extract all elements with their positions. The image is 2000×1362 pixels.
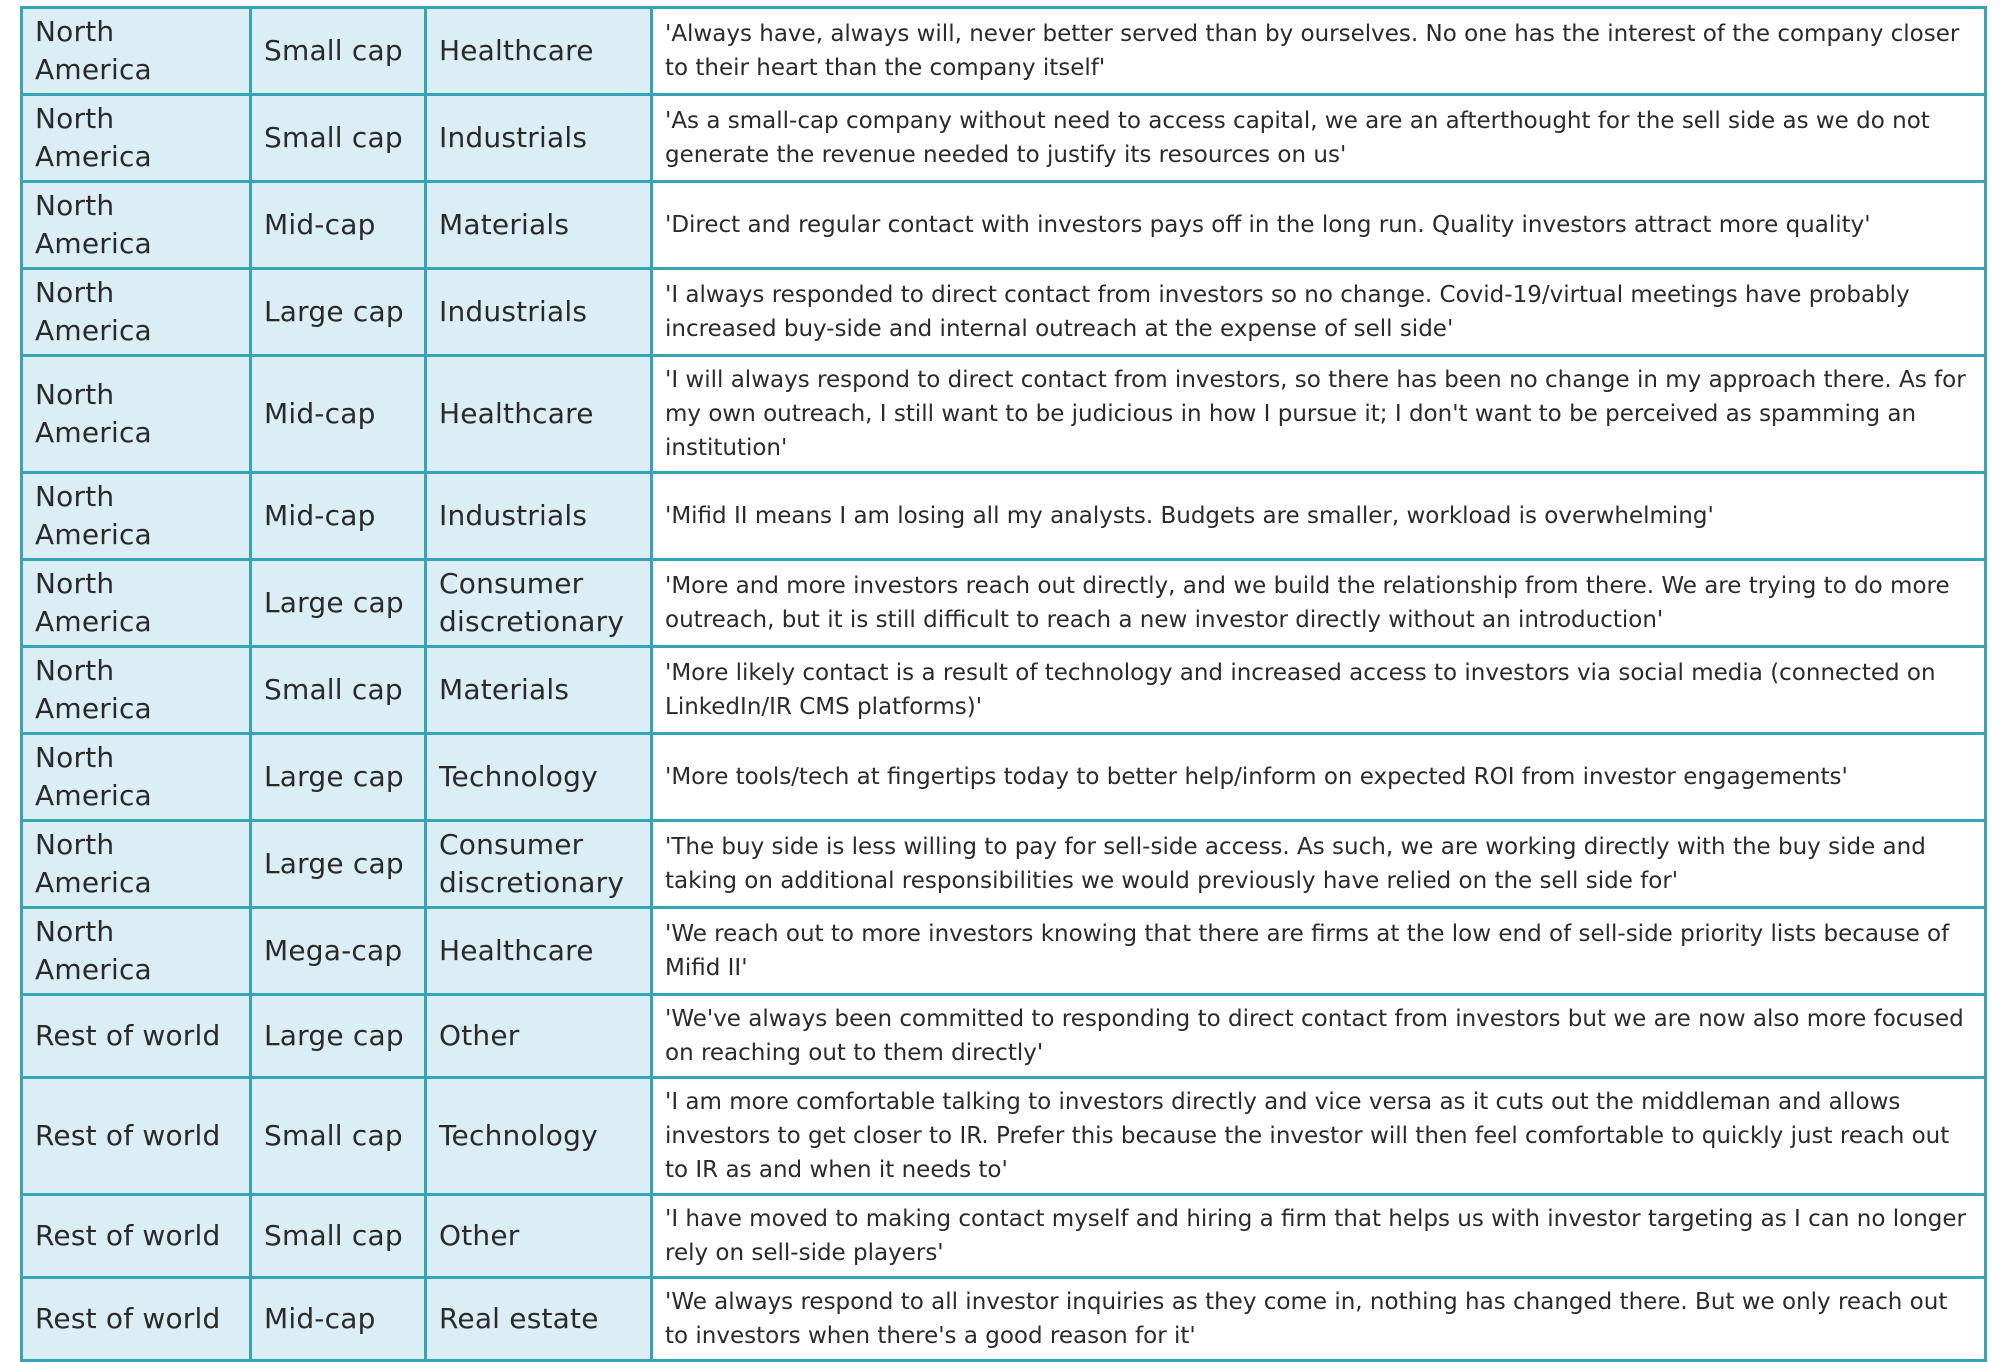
quote-cell: 'More and more investors reach out directly, and we build the relationship from there. We are trying to do more outreach, but it is still difficult to reach a new investor directly without an introduction' <box>652 560 1986 647</box>
company-size-cell: Small cap <box>251 647 426 734</box>
quote-cell: 'Direct and regular contact with investors pays off in the long run. Quality investors attract more quality' <box>652 182 1986 269</box>
region-cell: North America <box>22 734 251 821</box>
table-row <box>22 560 1986 647</box>
region-cell: North America <box>22 560 251 647</box>
region-cell: North America <box>22 473 251 560</box>
table-row <box>22 647 1986 734</box>
company-size-cell: Mid-cap <box>251 182 426 269</box>
quote-cell: 'I always responded to direct contact from investors so no change. Covid-19/virtual meetings have probably increased buy-side and internal outreach at the expense of sell side' <box>652 269 1986 356</box>
region-cell: North America <box>22 356 251 473</box>
sector-cell: Real estate <box>426 1278 652 1361</box>
company-size-cell: Small cap <box>251 95 426 182</box>
table-row <box>22 473 1986 560</box>
sector-cell: Industrials <box>426 95 652 182</box>
region-cell: North America <box>22 269 251 356</box>
company-size-cell: Small cap <box>251 1078 426 1195</box>
sector-cell: Industrials <box>426 269 652 356</box>
sector-cell: Other <box>426 995 652 1078</box>
quote-cell: 'I am more comfortable talking to investors directly and vice versa as it cuts out the middleman and allows investors to get closer to IR. Prefer this because the investor will then feel comfortable to quickly just reach out to IR as and when it needs to' <box>652 1078 1986 1195</box>
quote-cell: 'I will always respond to direct contact from investors, so there has been no change in my approach there. As for my own outreach, I still want to be judicious in how I pursue it; I don't want to be perceived as spamming an institution' <box>652 356 1986 473</box>
region-cell: North America <box>22 647 251 734</box>
quote-cell: 'We always respond to all investor inquiries as they come in, nothing has changed there. But we only reach out to investors when there's a good reason for it' <box>652 1278 1986 1361</box>
company-size-cell: Large cap <box>251 995 426 1078</box>
quotes-table-body <box>22 8 1986 1361</box>
table-row <box>22 182 1986 269</box>
quote-cell: 'We reach out to more investors knowing that there are firms at the low end of sell-side priority lists because of Mifid II' <box>652 908 1986 995</box>
region-cell: Rest of world <box>22 1195 251 1278</box>
table-row <box>22 1078 1986 1195</box>
table-row <box>22 1278 1986 1361</box>
quotes-table <box>20 6 1987 1362</box>
region-cell: North America <box>22 182 251 269</box>
table-row <box>22 8 1986 95</box>
table-row <box>22 356 1986 473</box>
company-size-cell: Mid-cap <box>251 1278 426 1361</box>
company-size-cell: Large cap <box>251 560 426 647</box>
quote-cell: 'The buy side is less willing to pay for sell-side access. As such, we are working directly with the buy side and taking on additional responsibilities we would previously have relied on the sell side for' <box>652 821 1986 908</box>
table-row <box>22 995 1986 1078</box>
region-cell: Rest of world <box>22 1278 251 1361</box>
table-row <box>22 95 1986 182</box>
region-cell: Rest of world <box>22 995 251 1078</box>
table-row <box>22 821 1986 908</box>
quote-cell: 'I have moved to making contact myself and hiring a firm that helps us with investor targeting as I can no longer rely on sell-side players' <box>652 1195 1986 1278</box>
sector-cell: Industrials <box>426 473 652 560</box>
company-size-cell: Small cap <box>251 8 426 95</box>
sector-cell: Other <box>426 1195 652 1278</box>
sector-cell: Consumer discretionary <box>426 560 652 647</box>
region-cell: North America <box>22 8 251 95</box>
sector-cell: Healthcare <box>426 908 652 995</box>
company-size-cell: Mid-cap <box>251 473 426 560</box>
quote-cell: 'Always have, always will, never better served than by ourselves. No one has the interest of the company closer to their heart than the company itself' <box>652 8 1986 95</box>
sector-cell: Consumer discretionary <box>426 821 652 908</box>
region-cell: North America <box>22 908 251 995</box>
table-row <box>22 269 1986 356</box>
table-row <box>22 1195 1986 1278</box>
quote-cell: 'Mifid II means I am losing all my analysts. Budgets are smaller, workload is overwhelming' <box>652 473 1986 560</box>
sector-cell: Technology <box>426 734 652 821</box>
quote-cell: 'We've always been committed to responding to direct contact from investors but we are now also more focused on reaching out to them directly' <box>652 995 1986 1078</box>
quote-cell: 'More tools/tech at fingertips today to better help/inform on expected ROI from investor engagements' <box>652 734 1986 821</box>
company-size-cell: Mid-cap <box>251 356 426 473</box>
sector-cell: Healthcare <box>426 356 652 473</box>
table-row <box>22 734 1986 821</box>
region-cell: North America <box>22 821 251 908</box>
quotes-table-container <box>20 6 1984 1362</box>
company-size-cell: Large cap <box>251 269 426 356</box>
region-cell: North America <box>22 95 251 182</box>
quote-cell: 'More likely contact is a result of technology and increased access to investors via social media (connected on LinkedIn/IR CMS platforms)' <box>652 647 1986 734</box>
company-size-cell: Large cap <box>251 821 426 908</box>
quote-cell: 'As a small-cap company without need to access capital, we are an afterthought for the sell side as we do not generate the revenue needed to justify its resources on us' <box>652 95 1986 182</box>
sector-cell: Technology <box>426 1078 652 1195</box>
sector-cell: Materials <box>426 182 652 269</box>
company-size-cell: Mega-cap <box>251 908 426 995</box>
sector-cell: Healthcare <box>426 8 652 95</box>
sector-cell: Materials <box>426 647 652 734</box>
company-size-cell: Large cap <box>251 734 426 821</box>
company-size-cell: Small cap <box>251 1195 426 1278</box>
region-cell: Rest of world <box>22 1078 251 1195</box>
table-row <box>22 908 1986 995</box>
